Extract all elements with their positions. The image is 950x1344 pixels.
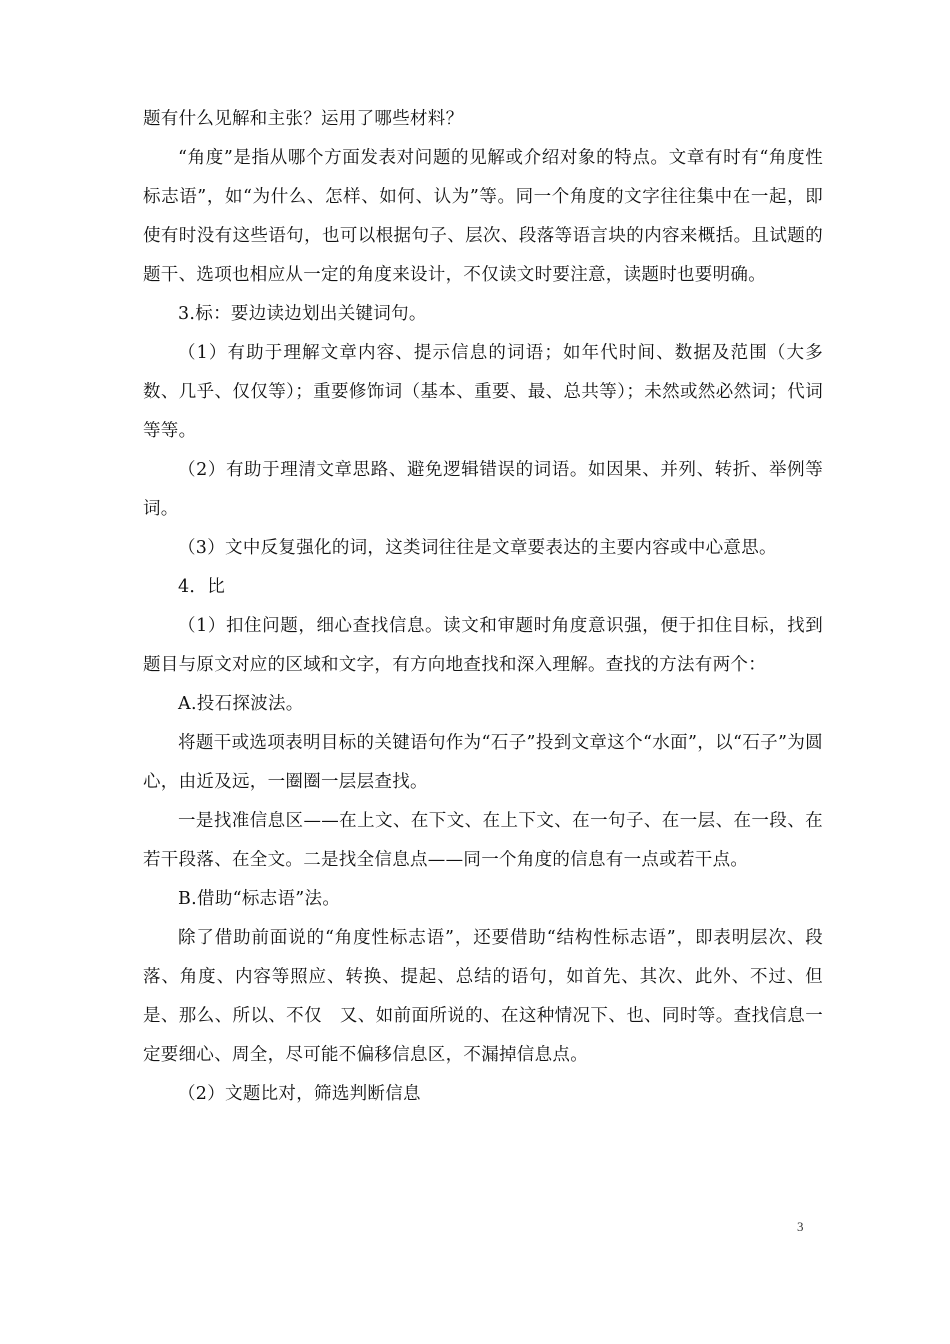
paragraph: （1）扣住问题，细心查找信息。读文和审题时角度意识强，便于扣住目标，找到题目与原文对应的区域和文字，有方向地查找和深入理解。查找的方法有两个： [143,616,823,675]
body-text [143,100,823,1114]
paragraph: 将题干或选项表明目标的关键语句作为“石子”投到文章这个“水面”，以“石子”为圆心，由近及远，一圈圈一层层查找。 [143,733,823,792]
paragraph: 4．比 [178,577,226,597]
page-number: 3 [797,1219,804,1234]
paragraph: 除了借助前面说的“角度性标志语”，还要借助“结构性标志语”，即表明层次、段落、角度、内容等照应、转换、提起、总结的语句，如首先、其次、此外、不过、但是、那么、所以、不仅 又、如前面所说的、在这种情况下、也、同时等。查找信息一定要细心、周全，尽可能不偏移信息区，不漏掉信息点。 [143,928,823,1065]
paragraph: A.投石探波法。 [178,694,304,714]
paragraph: 一是找准信息区——在上文、在下文、在上下文、在一句子、在一层、在一段、在若干段落、在全文。二是找全信息点——同一个角度的信息有一点或若干点。 [143,811,823,870]
paragraph: B.借助“标志语”法。 [178,889,341,909]
paragraph: 题有什么见解和主张？运用了哪些材料？ [143,109,464,129]
paragraph: （1）有助于理解文章内容、提示信息的词语；如年代时间、数据及范围（大多数、几乎、仅仅等）；重要修饰词（基本、重要、最、总共等）；未然或然必然词；代词等等。 [143,343,823,441]
paragraph: “角度”是指从哪个方面发表对问题的见解或介绍对象的特点。文章有时有“角度性标志语”，如“为什么、怎样、如何、认为”等。同一个角度的文字往往集中在一起，即使有时没有这些语句，也可以根据句子、层次、段落等语言块的内容来概括。且试题的题干、选项也相应从一定的角度来设计，不仅读文时要注意，读题时也要明确。 [143,148,823,285]
paragraph: （2）文题比对，筛选判断信息 [178,1084,421,1104]
paragraph: 3.标：要边读边划出关键词句。 [178,304,427,324]
paragraph: （3）文中反复强化的词，这类词往往是文章要表达的主要内容或中心意思。 [178,538,777,558]
paragraph: （2）有助于理清文章思路、避免逻辑错误的词语。如因果、并列、转折、举例等词。 [143,460,823,519]
